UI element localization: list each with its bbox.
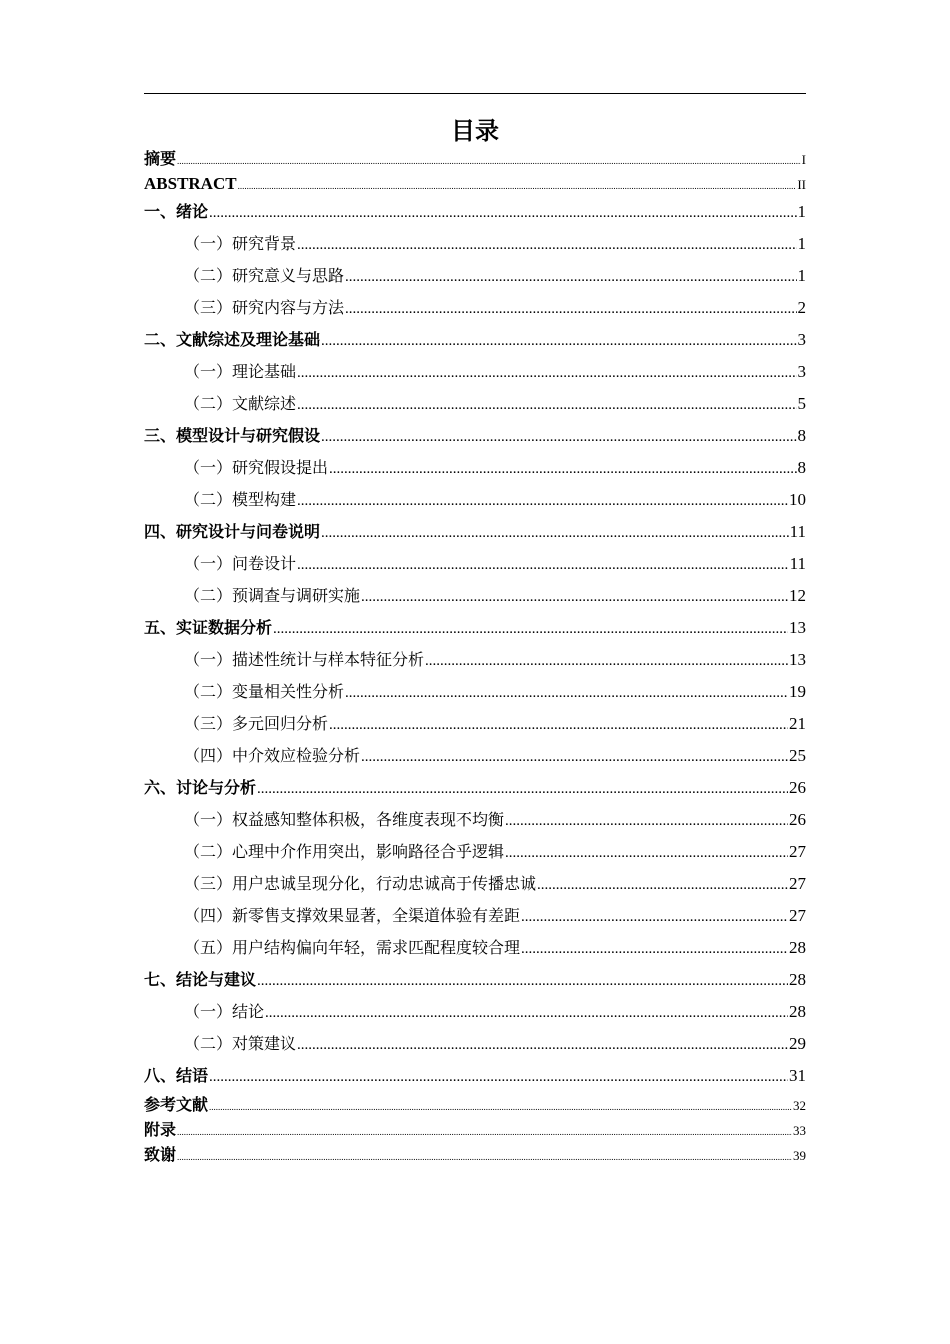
toc-entry-section[interactable] bbox=[144, 356, 806, 388]
toc-entry-section[interactable] bbox=[144, 292, 806, 324]
toc-entry-label: （一）问卷设计 bbox=[184, 554, 297, 573]
toc-leader-dots bbox=[273, 613, 788, 644]
toc-entry-label: （一）权益感知整体积极，各维度表现不均衡 bbox=[184, 810, 505, 829]
toc-entry-section[interactable] bbox=[144, 868, 806, 900]
toc-entry-page: 21 bbox=[789, 714, 806, 733]
toc-entry-page: 12 bbox=[789, 586, 806, 605]
toc-entry-page: 32 bbox=[793, 1098, 806, 1113]
toc-entry-item[interactable] bbox=[144, 1117, 806, 1142]
toc-leader-dots bbox=[345, 293, 796, 324]
toc-leader-dots bbox=[209, 1061, 788, 1092]
toc-entry-section[interactable] bbox=[144, 708, 806, 740]
toc-entry-page: 3 bbox=[797, 330, 806, 349]
toc-entry-page: 5 bbox=[797, 394, 806, 413]
toc-entry-section[interactable] bbox=[144, 1028, 806, 1060]
toc-entry-chapter[interactable] bbox=[144, 612, 806, 644]
toc-entry-label: 五、实证数据分析 bbox=[144, 618, 273, 637]
toc-title: 目录 bbox=[451, 116, 499, 145]
toc-leader-dots bbox=[521, 933, 788, 964]
toc-entry-section[interactable] bbox=[144, 388, 806, 420]
toc-entry-label: 八、结语 bbox=[144, 1066, 209, 1085]
toc-entry-section[interactable] bbox=[144, 644, 806, 676]
toc-leader-dots bbox=[361, 581, 788, 612]
toc-entry-label: （二）模型构建 bbox=[184, 490, 297, 509]
toc-entry-page: 27 bbox=[789, 874, 806, 893]
toc-entry-section[interactable] bbox=[144, 836, 806, 868]
toc-leader-dots bbox=[345, 677, 788, 708]
toc-entry-section[interactable] bbox=[144, 260, 806, 292]
toc-entry-item[interactable] bbox=[144, 1142, 806, 1167]
toc-leader-dots bbox=[329, 709, 788, 740]
toc-leader-dots bbox=[297, 389, 796, 420]
toc-entry-label: ABSTRACT bbox=[144, 174, 237, 193]
toc-leader-dots bbox=[297, 1029, 788, 1060]
toc-entry-page: 1 bbox=[797, 202, 806, 221]
toc-entry-label: （一）描述性统计与样本特征分析 bbox=[184, 650, 425, 669]
toc-leader-dots bbox=[257, 965, 788, 996]
toc-leader-dots bbox=[505, 837, 788, 868]
toc-entry-section[interactable] bbox=[144, 804, 806, 836]
toc-entry-label: （一）结论 bbox=[184, 1002, 265, 1021]
toc-leader-dots bbox=[297, 229, 796, 260]
table-of-contents bbox=[144, 146, 806, 1167]
toc-entry-chapter[interactable] bbox=[144, 772, 806, 804]
toc-entry-page: 29 bbox=[789, 1034, 806, 1053]
toc-entry-label: （二）心理中介作用突出，影响路径合乎逻辑 bbox=[184, 842, 505, 861]
toc-entry-label: 七、结论与建议 bbox=[144, 970, 257, 989]
toc-entry-page: 25 bbox=[789, 746, 806, 765]
toc-leader-dots bbox=[297, 549, 789, 580]
toc-entry-label: （二）对策建议 bbox=[184, 1034, 297, 1053]
toc-entry-page: 10 bbox=[789, 490, 806, 509]
toc-entry-chapter[interactable] bbox=[144, 516, 806, 548]
toc-entry-label: （三）研究内容与方法 bbox=[184, 298, 345, 317]
toc-entry-page: 27 bbox=[789, 842, 806, 861]
toc-entry-label: 致谢 bbox=[144, 1145, 177, 1164]
toc-entry-label: （一）研究背景 bbox=[184, 234, 297, 253]
toc-entry-page: 11 bbox=[789, 554, 806, 573]
toc-entry-label: （四）中介效应检验分析 bbox=[184, 746, 361, 765]
toc-entry-label: （一）研究假设提出 bbox=[184, 458, 329, 477]
toc-entry-label: 一、绪论 bbox=[144, 202, 209, 221]
toc-leader-dots bbox=[321, 421, 796, 452]
toc-entry-page: 28 bbox=[789, 970, 806, 989]
toc-leader-dots bbox=[257, 773, 788, 804]
toc-entry-section[interactable] bbox=[144, 580, 806, 612]
toc-leader-dots bbox=[537, 869, 788, 900]
toc-entry-page: 28 bbox=[789, 1002, 806, 1021]
toc-entry-page: 2 bbox=[797, 298, 806, 317]
toc-entry-label: 摘要 bbox=[144, 149, 177, 168]
toc-entry-page: II bbox=[797, 177, 806, 192]
toc-entry-page: I bbox=[801, 152, 806, 167]
toc-entry-label: （二）文献综述 bbox=[184, 394, 297, 413]
toc-entry-chapter[interactable] bbox=[144, 964, 806, 996]
toc-entry-page: 1 bbox=[797, 266, 806, 285]
toc-entry-section[interactable] bbox=[144, 548, 806, 580]
toc-entry-label: 参考文献 bbox=[144, 1095, 209, 1114]
toc-entry-page: 26 bbox=[789, 810, 806, 829]
toc-leader-dots bbox=[177, 1145, 792, 1167]
toc-entry-label: （三）多元回归分析 bbox=[184, 714, 329, 733]
toc-leader-dots bbox=[425, 645, 788, 676]
toc-entry-section[interactable] bbox=[144, 900, 806, 932]
toc-entry-section[interactable] bbox=[144, 932, 806, 964]
toc-leader-dots bbox=[177, 149, 801, 171]
toc-leader-dots bbox=[345, 261, 796, 292]
toc-entry-page: 39 bbox=[793, 1148, 806, 1163]
toc-leader-dots bbox=[521, 901, 788, 932]
toc-entry-page: 3 bbox=[797, 362, 806, 381]
toc-entry-label: （五）用户结构偏向年轻，需求匹配程度较合理 bbox=[184, 938, 521, 957]
toc-entry-chapter[interactable] bbox=[144, 1060, 806, 1092]
toc-entry-section[interactable] bbox=[144, 452, 806, 484]
toc-entry-item[interactable] bbox=[144, 171, 806, 196]
toc-entry-label: （二）研究意义与思路 bbox=[184, 266, 345, 285]
toc-entry-section[interactable] bbox=[144, 996, 806, 1028]
toc-entry-page: 26 bbox=[789, 778, 806, 797]
toc-entry-section[interactable] bbox=[144, 484, 806, 516]
toc-entry-page: 8 bbox=[797, 458, 806, 477]
toc-entry-page: 8 bbox=[797, 426, 806, 445]
toc-leader-dots bbox=[321, 325, 796, 356]
toc-leader-dots bbox=[297, 357, 796, 388]
toc-entry-label: （二）预调查与调研实施 bbox=[184, 586, 361, 605]
toc-entry-page: 1 bbox=[797, 234, 806, 253]
toc-entry-page: 19 bbox=[789, 682, 806, 701]
toc-entry-section[interactable] bbox=[144, 740, 806, 772]
toc-entry-item[interactable] bbox=[144, 1092, 806, 1117]
toc-leader-dots bbox=[209, 197, 796, 228]
toc-entry-page: 33 bbox=[793, 1123, 806, 1138]
toc-entry-page: 13 bbox=[789, 650, 806, 669]
toc-entry-label: 二、文献综述及理论基础 bbox=[144, 330, 321, 349]
toc-entry-chapter[interactable] bbox=[144, 196, 806, 228]
toc-entry-label: 三、模型设计与研究假设 bbox=[144, 426, 321, 445]
toc-leader-dots bbox=[505, 805, 788, 836]
toc-entry-page: 27 bbox=[789, 906, 806, 925]
toc-entry-section[interactable] bbox=[144, 228, 806, 260]
toc-entry-label: （一）理论基础 bbox=[184, 362, 297, 381]
toc-entry-label: 六、讨论与分析 bbox=[144, 778, 257, 797]
toc-entry-label: 附录 bbox=[144, 1120, 177, 1139]
toc-leader-dots bbox=[329, 453, 796, 484]
toc-leader-dots bbox=[265, 997, 788, 1028]
toc-leader-dots bbox=[238, 174, 797, 196]
toc-leader-dots bbox=[297, 485, 788, 516]
toc-entry-section[interactable] bbox=[144, 676, 806, 708]
header-rule bbox=[144, 93, 806, 94]
toc-entry-label: （二）变量相关性分析 bbox=[184, 682, 345, 701]
toc-entry-page: 28 bbox=[789, 938, 806, 957]
toc-entry-item[interactable] bbox=[144, 146, 806, 171]
toc-entry-page: 31 bbox=[789, 1066, 806, 1085]
toc-leader-dots bbox=[177, 1120, 792, 1142]
toc-leader-dots bbox=[209, 1095, 792, 1117]
toc-entry-page: 11 bbox=[789, 522, 806, 541]
toc-leader-dots bbox=[361, 741, 788, 772]
toc-entry-label: （四）新零售支撑效果显著，全渠道体验有差距 bbox=[184, 906, 521, 925]
toc-entry-label: （三）用户忠诚呈现分化，行动忠诚高于传播忠诚 bbox=[184, 874, 537, 893]
toc-entry-chapter[interactable] bbox=[144, 324, 806, 356]
toc-entry-label: 四、研究设计与问卷说明 bbox=[144, 522, 321, 541]
toc-entry-chapter[interactable] bbox=[144, 420, 806, 452]
toc-entry-page: 13 bbox=[789, 618, 806, 637]
toc-leader-dots bbox=[321, 517, 789, 548]
